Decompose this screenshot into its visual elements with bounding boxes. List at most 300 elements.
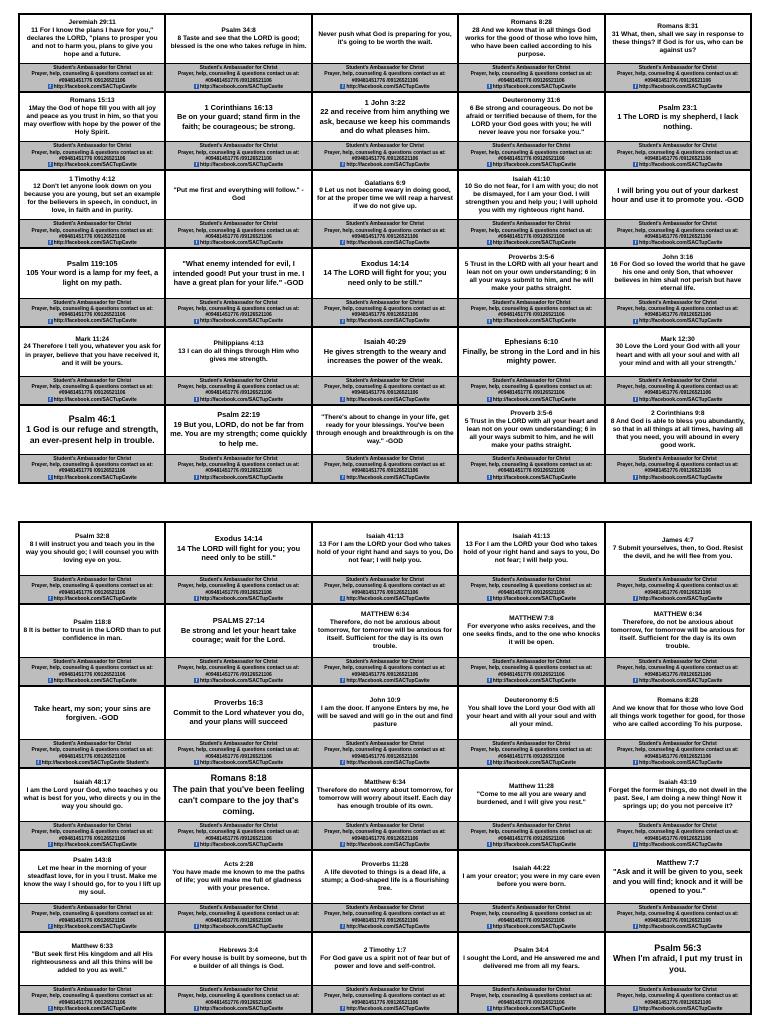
facebook-link-row[interactable]	[314, 1006, 456, 1012]
phone-numbers: #09481451776 /09126521106	[351, 468, 419, 475]
facebook-icon: f	[488, 240, 491, 246]
card-footer	[606, 298, 750, 326]
verse-block	[166, 328, 310, 376]
verse-reference: Psalm 34:8	[221, 27, 256, 35]
verse-reference: Proverbs 3:5-6	[508, 253, 555, 261]
facebook-link-row[interactable]	[314, 318, 456, 324]
verse-reference: 1 Corinthians 16:13	[204, 102, 273, 112]
card-footer	[606, 219, 750, 247]
facebook-link-row[interactable]	[21, 318, 163, 324]
card-footer	[20, 219, 164, 247]
facebook-link[interactable]: http://facebook.com/SACTupCavite	[199, 595, 284, 602]
contact-line: Prayer, help, counseling & questions contact us at:	[617, 227, 739, 234]
facebook-link[interactable]: http://facebook.com/SACTupCavite	[346, 474, 430, 481]
verse-card	[606, 687, 750, 767]
org-name: Student's Ambassador for Christ	[492, 455, 571, 462]
verse-text: You shall love the Lord your God with all your heart and with all your soul and with all your mind.	[466, 704, 597, 728]
facebook-link-row[interactable]	[21, 678, 163, 684]
facebook-link[interactable]: http://facebook.com/SACTupCavite	[492, 595, 577, 602]
facebook-link-row[interactable]	[167, 1006, 309, 1012]
phone-numbers: #09481451776 /09126521106	[58, 999, 126, 1006]
facebook-link[interactable]: http://facebook.com/SACTupCavite	[346, 83, 430, 90]
verse-reference: Isaiah 41:13	[366, 533, 404, 541]
facebook-link-row[interactable]	[460, 84, 602, 90]
phone-numbers: #09481451776 /09126521106	[58, 835, 126, 842]
verse-block	[459, 406, 603, 454]
org-name: Student's Ambassador for Christ	[199, 823, 278, 829]
phone-numbers: #09481451776 /09126521106	[58, 917, 126, 924]
contact-line: Prayer, help, counseling & questions contact us at:	[324, 149, 446, 156]
verse-reference: 2 Timothy 1:7	[363, 947, 407, 955]
verse-card	[459, 249, 603, 325]
verse-reference: 1 Timothy 4:12	[69, 175, 116, 183]
facebook-link[interactable]: http://facebook.com/SACTupCavite	[639, 595, 723, 602]
verse-text: 6 Be strong and courageous. Do not be afraid or terrified because of them, for the LORD your God goes with you; he will never leave you nor forsake you."	[465, 104, 597, 137]
org-name: Student's Ambassador for Christ	[346, 299, 424, 306]
card-footer	[459, 454, 603, 482]
phone-numbers: #09481451776 /09126521106	[58, 77, 126, 84]
facebook-link[interactable]: http://facebook.com/SACTupCavite	[53, 923, 137, 930]
card-footer	[166, 376, 310, 404]
facebook-link-row[interactable]	[314, 760, 456, 766]
card-footer	[459, 985, 603, 1013]
verse-reference: PSALMS 27:14	[212, 616, 265, 626]
org-name: Student's Ambassador for Christ	[638, 905, 717, 911]
facebook-link-row[interactable]	[460, 1006, 602, 1012]
org-name: Student's Ambassador for Christ	[638, 741, 717, 747]
facebook-link-row[interactable]	[314, 596, 456, 602]
card-footer	[20, 376, 164, 404]
facebook-link[interactable]: http://facebook.com/SACTupCavite	[346, 677, 430, 684]
facebook-link[interactable]: http://facebook.com/SACTupCavite	[492, 396, 577, 403]
verse-text: 11 For I know the plans I have for you," declares the LORD, "plans to prosper you and not to harm you, plans to give you hope and a future.	[26, 26, 158, 58]
facebook-link-row[interactable]	[460, 475, 602, 481]
verse-card	[606, 851, 750, 931]
verse-block	[459, 328, 603, 376]
facebook-link[interactable]: http://facebook.com/SACTupCavite	[639, 240, 723, 247]
facebook-icon: f	[195, 318, 198, 324]
facebook-link-row[interactable]	[607, 84, 749, 90]
verse-card	[459, 769, 603, 849]
phone-numbers: #09481451776 /09126521106	[644, 233, 712, 240]
facebook-link-row[interactable]	[314, 678, 456, 684]
facebook-link-row[interactable]	[21, 240, 163, 246]
facebook-icon: f	[49, 396, 51, 402]
contact-line: Prayer, help, counseling & questions contact us at:	[617, 993, 739, 1000]
facebook-icon: f	[634, 841, 637, 847]
facebook-icon: f	[342, 595, 344, 601]
card-footer	[606, 63, 750, 91]
verse-reference: Isaiah 43:19	[659, 779, 697, 787]
org-name: Student's Ambassador for Christ	[492, 377, 571, 384]
verse-reference: Psalm 34:4	[514, 947, 549, 955]
verse-text: Finally, be strong in the Lord and in his mighty power.	[462, 346, 601, 365]
facebook-link-row[interactable]	[167, 475, 309, 481]
verse-reference: Romans 8:28	[510, 19, 552, 27]
contact-line: Prayer, help, counseling & questions contact us at:	[324, 747, 446, 754]
phone-numbers: #09481451776 /09126521106	[351, 671, 419, 678]
facebook-link[interactable]: http://facebook.com/SACTupCavite	[639, 923, 723, 930]
facebook-link[interactable]: http://facebook.com/SACTupCavite	[639, 83, 723, 90]
facebook-link-row[interactable]	[607, 760, 749, 766]
phone-numbers: #09481451776 /09126521106	[351, 999, 419, 1006]
facebook-link[interactable]: http://facebook.com/SACTupCavite	[199, 240, 284, 247]
facebook-icon: f	[634, 474, 637, 480]
card-footer	[313, 141, 457, 169]
card-footer	[20, 821, 164, 849]
facebook-link[interactable]: http://facebook.com/SACTupCavite	[492, 841, 577, 848]
facebook-icon: f	[488, 923, 491, 929]
card-footer	[313, 454, 457, 482]
verse-card	[166, 15, 310, 91]
facebook-link-row[interactable]	[314, 397, 456, 403]
facebook-link-row[interactable]	[607, 240, 749, 246]
card-footer	[20, 985, 164, 1013]
facebook-link[interactable]: http://facebook.com/SACTupCavite	[346, 396, 430, 403]
org-name: Student's Ambassador for Christ	[638, 659, 717, 665]
verse-card	[606, 605, 750, 685]
verse-text: When I'm afraid, I put my trust in you.	[613, 953, 743, 975]
facebook-link-row[interactable]	[167, 318, 309, 324]
verse-reference: MATTHEW 6:34	[360, 611, 410, 619]
verse-text: For God gave us a spirit not of fear but of power and love and self-control.	[320, 954, 450, 970]
facebook-link-row[interactable]	[167, 596, 309, 602]
verse-card	[606, 406, 750, 482]
facebook-link-row[interactable]	[460, 924, 602, 930]
phone-numbers: #09481451776 /09126521106	[351, 835, 419, 842]
phone-numbers: #09481451776 /09126521106	[58, 753, 126, 760]
contact-line: Prayer, help, counseling & questions contact us at:	[31, 993, 153, 1000]
facebook-link[interactable]: http://facebook.com/SACTupCavite	[492, 923, 577, 930]
facebook-icon: f	[195, 396, 198, 402]
facebook-link-row[interactable]	[460, 397, 602, 403]
facebook-link[interactable]: http://facebook.com/SACTupCavite	[492, 83, 577, 90]
facebook-link-row[interactable]	[607, 596, 749, 602]
facebook-link-row[interactable]	[460, 842, 602, 848]
org-name: Student's Ambassador for Christ	[638, 377, 717, 384]
contact-line: Prayer, help, counseling & questions contact us at:	[470, 71, 593, 78]
verse-block	[313, 93, 457, 141]
facebook-link-row[interactable]	[21, 1006, 163, 1012]
facebook-link-row[interactable]	[314, 924, 456, 930]
facebook-link[interactable]: http://facebook.com/SACTupCavite	[53, 474, 137, 481]
verse-text: 13 For I am the LORD your God who takes hold of your right hand and says to you, Do not fear; I will help you.	[316, 540, 454, 564]
org-name: Student's Ambassador for Christ	[199, 455, 278, 462]
facebook-link-row[interactable]	[21, 596, 163, 602]
facebook-link-row[interactable]	[314, 475, 456, 481]
card-footer	[313, 903, 457, 931]
verse-card	[20, 171, 164, 247]
card-footer	[166, 903, 310, 931]
card-footer	[313, 985, 457, 1013]
card-footer	[606, 985, 750, 1013]
org-name: Student's Ambassador for Christ	[492, 299, 571, 306]
verse-text: Be strong and let your heart take courage; wait for the Lord.	[180, 625, 297, 645]
verse-text: 14 The LORD will fight for you; you need only to be still."	[323, 268, 447, 287]
verse-reference: MATTHEW 6:34	[653, 611, 702, 619]
facebook-link[interactable]: http://facebook.com/SACTupCavite	[346, 841, 430, 848]
facebook-link-row[interactable]	[607, 162, 749, 168]
verse-block	[606, 687, 750, 739]
facebook-link[interactable]: http://facebook.com/SACTupCavite	[199, 677, 284, 684]
verse-card	[459, 605, 603, 685]
contact-line: Prayer, help, counseling & questions contact us at:	[177, 911, 300, 918]
facebook-icon: f	[49, 923, 51, 929]
facebook-link[interactable]: http://facebook.com/SACTupCavite	[199, 318, 284, 325]
facebook-link[interactable]: http://facebook.com/SACTupCavite	[199, 1005, 284, 1012]
facebook-link[interactable]: http://facebook.com/SACTupCavite	[53, 83, 137, 90]
org-name: Student's Ambassador for Christ	[53, 143, 132, 150]
verse-reference: Deuteronomy 31:6	[502, 97, 561, 105]
facebook-link[interactable]: http://facebook.com/SACTupCavite Student's	[41, 759, 149, 766]
verse-card	[166, 933, 310, 1013]
card-footer	[166, 985, 310, 1013]
verse-reference: Acts 2:28	[223, 861, 254, 869]
phone-numbers: #09481451776 /09126521106	[498, 468, 565, 475]
facebook-link[interactable]: http://facebook.com/SACTupCavite	[639, 1005, 723, 1012]
facebook-link[interactable]: http://facebook.com/SACTupCavite	[346, 923, 430, 930]
verse-reference: Psalm 22:19	[217, 410, 260, 420]
facebook-link[interactable]: http://facebook.com/SACTupCavite	[492, 1005, 577, 1012]
org-name: Student's Ambassador for Christ	[492, 65, 571, 72]
facebook-link[interactable]: http://facebook.com/SACTupCavite	[53, 1005, 137, 1012]
facebook-link[interactable]: http://facebook.com/SACTupCavite	[346, 318, 430, 325]
facebook-link[interactable]: http://facebook.com/SACTupCavite	[199, 162, 284, 169]
facebook-link[interactable]: http://facebook.com/SACTupCavite	[53, 240, 137, 247]
facebook-link-row[interactable]	[607, 397, 749, 403]
facebook-link-row[interactable]	[167, 760, 309, 766]
verse-block	[313, 328, 457, 376]
verse-text: 105 Your word is a lamp for my feet, a light on my path.	[26, 268, 159, 287]
facebook-link[interactable]: http://facebook.com/SACTupCavite	[199, 474, 284, 481]
contact-line: Prayer, help, counseling & questions contact us at:	[617, 747, 739, 754]
facebook-link-row[interactable]	[460, 162, 602, 168]
org-name: Student's Ambassador for Christ	[346, 65, 424, 72]
facebook-icon: f	[488, 162, 491, 168]
verse-block	[20, 933, 164, 985]
facebook-icon: f	[634, 240, 637, 246]
contact-line: Prayer, help, counseling & questions contact us at:	[470, 384, 593, 391]
card-footer	[166, 454, 310, 482]
facebook-link[interactable]: http://facebook.com/SACTupCavite	[492, 759, 577, 766]
verse-card	[166, 769, 310, 849]
facebook-link-row[interactable]	[21, 162, 163, 168]
facebook-link-row[interactable]	[607, 924, 749, 930]
facebook-link[interactable]: http://facebook.com/SACTupCavite	[199, 841, 284, 848]
facebook-link-row[interactable]	[460, 760, 602, 766]
verse-block	[20, 249, 164, 297]
facebook-link[interactable]: http://facebook.com/SACTupCavite	[492, 318, 577, 325]
facebook-link-row[interactable]	[21, 397, 163, 403]
facebook-link[interactable]: http://facebook.com/SACTupCavite	[53, 396, 137, 403]
verse-block	[20, 15, 164, 63]
facebook-link[interactable]: http://facebook.com/SACTupCavite	[53, 841, 137, 848]
facebook-link[interactable]: http://facebook.com/SACTupCavite	[53, 318, 137, 325]
facebook-link-row[interactable]	[167, 240, 309, 246]
org-name: Student's Ambassador for Christ	[199, 905, 278, 911]
facebook-link-row[interactable]	[21, 760, 163, 766]
facebook-link-row[interactable]	[167, 678, 309, 684]
facebook-link[interactable]: http://facebook.com/SACTupCavite	[639, 396, 723, 403]
contact-line: Prayer, help, counseling & questions contact us at:	[470, 583, 593, 590]
facebook-link[interactable]: http://facebook.com/SACTupCavite	[199, 83, 284, 90]
facebook-icon: f	[195, 677, 198, 683]
verse-block	[20, 406, 164, 454]
verse-card	[313, 171, 457, 247]
contact-line: Prayer, help, counseling & questions contact us at:	[324, 583, 446, 590]
facebook-link-row[interactable]	[314, 842, 456, 848]
facebook-link-row[interactable]	[167, 162, 309, 168]
facebook-link[interactable]: http://facebook.com/SACTupCavite	[492, 162, 577, 169]
facebook-icon: f	[195, 595, 198, 601]
facebook-link[interactable]: http://facebook.com/SACTupCavite	[53, 162, 137, 169]
org-name: Student's Ambassador for Christ	[53, 577, 132, 583]
facebook-link-row[interactable]	[21, 84, 163, 90]
verse-reference: Romans 8:31	[657, 23, 699, 31]
facebook-link-row[interactable]	[314, 240, 456, 246]
facebook-link-row[interactable]	[167, 924, 309, 930]
verse-card	[20, 687, 164, 767]
org-name: Student's Ambassador for Christ	[53, 987, 132, 993]
contact-line: Prayer, help, counseling & questions contact us at:	[617, 583, 739, 590]
contact-line: Prayer, help, counseling & questions contact us at:	[470, 227, 593, 234]
facebook-icon: f	[634, 84, 637, 90]
facebook-link[interactable]: http://facebook.com/SACTupCavite	[53, 595, 137, 602]
verse-text: 28 And we know that in all things God works for the good of those who love him, who have been called according to his purpose.	[465, 26, 598, 58]
facebook-link[interactable]: http://facebook.com/SACTupCavite	[639, 841, 723, 848]
facebook-link[interactable]: http://facebook.com/SACTupCavite	[639, 759, 723, 766]
facebook-link-row[interactable]	[314, 84, 456, 90]
phone-numbers: #09481451776 /09126521106	[498, 835, 565, 842]
verse-card	[606, 93, 750, 169]
facebook-link[interactable]: http://facebook.com/SACTupCavite	[346, 1005, 430, 1012]
facebook-link[interactable]: http://facebook.com/SACTupCavite	[346, 759, 430, 766]
phone-numbers: #09481451776 /09126521106	[498, 233, 565, 240]
card-footer	[20, 298, 164, 326]
facebook-link-row[interactable]	[460, 240, 602, 246]
facebook-link-row[interactable]	[460, 596, 602, 602]
facebook-icon: f	[195, 923, 198, 929]
facebook-link-row[interactable]	[314, 162, 456, 168]
contact-line: Prayer, help, counseling & questions contact us at:	[617, 384, 739, 391]
verse-text: 7 Submit yourselves, then, to God. Resist the devil, and he will flee from you.	[612, 544, 743, 560]
org-name: Student's Ambassador for Christ	[53, 741, 132, 747]
facebook-link[interactable]: http://facebook.com/SACTupCavite	[199, 923, 284, 930]
card-footer	[606, 821, 750, 849]
verse-block	[166, 605, 310, 657]
facebook-icon: f	[49, 841, 51, 847]
phone-numbers: #09481451776 /09126521106	[498, 753, 565, 760]
contact-line: Prayer, help, counseling & questions contact us at:	[177, 305, 300, 312]
phone-numbers: #09481451776 /09126521106	[498, 155, 565, 162]
facebook-link-row[interactable]	[21, 475, 163, 481]
card-footer	[20, 739, 164, 767]
facebook-link[interactable]: http://facebook.com/SACTupCavite	[492, 474, 577, 481]
facebook-icon: f	[488, 841, 491, 847]
verse-block	[20, 523, 164, 575]
verse-block	[20, 171, 164, 219]
verse-reference: Philippians 4:13	[213, 339, 264, 347]
facebook-link-row[interactable]	[167, 842, 309, 848]
verse-card	[20, 249, 164, 325]
facebook-link[interactable]: http://facebook.com/SACTupCavite	[53, 677, 137, 684]
verse-text: 1 God is our refuge and strength, an ever-present help in trouble.	[26, 424, 159, 446]
facebook-link[interactable]: http://facebook.com/SACTupCavite	[639, 318, 723, 325]
verse-reference: Exodus 14:14	[361, 258, 409, 268]
verse-block	[459, 249, 603, 297]
facebook-link[interactable]: http://facebook.com/SACTupCavite	[492, 677, 577, 684]
facebook-link[interactable]: http://facebook.com/SACTupCavite	[639, 474, 723, 481]
card-footer	[166, 63, 310, 91]
facebook-link[interactable]: http://facebook.com/SACTupCavite	[639, 162, 723, 169]
facebook-link[interactable]: http://facebook.com/SACTupCavite	[346, 162, 430, 169]
org-name: Student's Ambassador for Christ	[492, 143, 571, 150]
verse-block	[459, 93, 603, 141]
phone-numbers: #09481451776 /09126521106	[205, 999, 272, 1006]
facebook-link-row[interactable]	[607, 475, 749, 481]
facebook-link[interactable]: http://facebook.com/SACTupCavite	[199, 396, 284, 403]
card-footer	[606, 657, 750, 685]
verse-block	[606, 851, 750, 903]
phone-numbers: #09481451776 /09126521106	[58, 468, 126, 475]
facebook-icon: f	[634, 677, 637, 683]
phone-numbers: #09481451776 /09126521106	[351, 155, 419, 162]
verse-block	[606, 171, 750, 219]
org-name: Student's Ambassador for Christ	[53, 377, 132, 384]
facebook-link[interactable]: http://facebook.com/SACTupCavite	[199, 759, 284, 766]
facebook-link[interactable]: http://facebook.com/SACTupCavite	[346, 240, 430, 247]
facebook-link-row[interactable]	[167, 397, 309, 403]
facebook-link-row[interactable]	[607, 318, 749, 324]
facebook-icon: f	[195, 759, 198, 765]
facebook-link-row[interactable]	[460, 678, 602, 684]
card-footer	[166, 739, 310, 767]
verse-block	[20, 328, 164, 376]
facebook-link-row[interactable]	[167, 84, 309, 90]
verse-text: 5 Trust in the LORD with all your heart and lean not on your own understanding; 6 in all your ways submit to him, and he will make your paths straight.	[464, 417, 599, 449]
facebook-link-row[interactable]	[460, 318, 602, 324]
facebook-link-row[interactable]	[21, 842, 163, 848]
verse-reference: Psalm 32:8	[74, 533, 110, 541]
facebook-link-row[interactable]	[21, 924, 163, 930]
contact-line: Prayer, help, counseling & questions contact us at:	[31, 149, 153, 156]
facebook-link-row[interactable]	[607, 1006, 749, 1012]
contact-line: Prayer, help, counseling & questions contact us at:	[324, 829, 446, 836]
facebook-link-row[interactable]	[607, 678, 749, 684]
verse-text: 10 So do not fear, for I am with you; do not be dismayed, for I am your God. I will strengthen you and help you; I will uphold you with my righteous right hand.	[464, 183, 599, 215]
verse-text: 24 Therefore I tell you, whatever you ask for in prayer, believe that you have received it, and it will be yours.	[23, 343, 161, 367]
phone-numbers: #09481451776 /09126521106	[58, 155, 126, 162]
org-name: Student's Ambassador for Christ	[199, 577, 278, 583]
facebook-link[interactable]: http://facebook.com/SACTupCavite	[639, 677, 723, 684]
phone-numbers: #09481451776 /09126521106	[498, 589, 565, 596]
verse-card	[20, 933, 164, 1013]
org-name: Student's Ambassador for Christ	[638, 987, 717, 993]
verse-reference: Isaiah 44:22	[512, 865, 551, 873]
org-name: Student's Ambassador for Christ	[638, 143, 717, 150]
facebook-link-row[interactable]	[607, 842, 749, 848]
contact-line: Prayer, help, counseling & questions contact us at:	[31, 583, 153, 590]
verse-card	[606, 933, 750, 1013]
verse-card	[20, 406, 164, 482]
verse-card	[166, 93, 310, 169]
verse-card	[313, 15, 457, 91]
facebook-link[interactable]: http://facebook.com/SACTupCavite	[492, 240, 577, 247]
facebook-link[interactable]: http://facebook.com/SACTupCavite	[346, 595, 430, 602]
facebook-icon: f	[488, 84, 491, 90]
verse-block	[459, 171, 603, 219]
facebook-icon: f	[49, 1005, 51, 1011]
